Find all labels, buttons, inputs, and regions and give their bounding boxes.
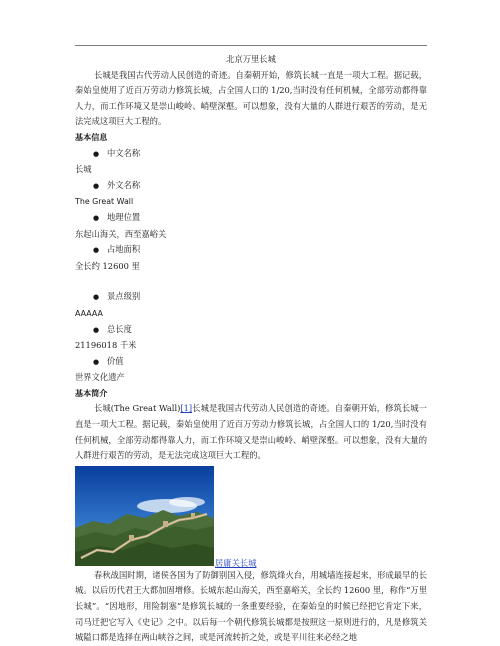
bullet-icon: ● [93, 181, 100, 190]
info-label: ● 景点级别 [75, 289, 427, 306]
summary-paragraph [75, 401, 427, 463]
info-label: ● 占地面积 [75, 242, 427, 259]
info-label: ● 总长度 [75, 322, 427, 339]
info-label: ● 价值 [75, 354, 427, 371]
info-value: The Great Wall [75, 197, 134, 207]
info-label: ● 地理位置 [75, 210, 427, 227]
summary-text: 长城是我国古代劳动人民创造的奇迹。自秦朝开始，修筑长城一直是一项大工程。据记载，秦始皇使用了近百万劳动力修筑长城，占全国人口的 1/20,当时没有任何机械，全部劳动都得靠人力，而工作环境又是崇山峻岭、峭壁深壑。可以想象，没有大量的人群进行艰苦的劳动，是无法完成这项巨大工程的。 [75, 403, 427, 461]
photo-caption-link[interactable]: 居庸关长城 [215, 557, 257, 568]
bullet-icon: ● [93, 293, 100, 302]
info-value: 世界文化遗产 [75, 372, 125, 383]
info-value: 全长约 12600 里 [75, 260, 140, 271]
photo-block [75, 466, 427, 568]
reference-link[interactable]: [1] [180, 403, 193, 414]
great-wall-photo [75, 466, 214, 566]
bullet-icon: ● [93, 325, 100, 334]
info-value: 东起山海关，西至嘉峪关 [75, 228, 167, 239]
history-paragraph: 春秋战国时期，诸侯各国为了防御别国入侵，修筑烽火台，用城墙连接起来，形成最早的长城。以后历代君王大都加固增修。长城东起山海关，西至嘉峪关，全长约 12600 里，称作“万里长城”。“因地形，用险制塞”是修筑长城的一条重要经验，在秦始皇的时候已经把它肯定下来，司马迁把它写入《史记》之中。以后每一个朝代修筑长城都是按照这一原则进行的，凡是修筑关城隘口都是选择在两山峡谷之间，或是河流转折之处，或是平川往来必经之地 [75, 569, 427, 643]
document-page [75, 50, 427, 646]
bullet-icon: ● [93, 149, 100, 158]
summary-heading: 基本简介 [75, 387, 108, 398]
bullet-icon: ● [93, 213, 100, 222]
info-value: AAAAA [75, 308, 103, 318]
header-rule [75, 45, 427, 46]
info-label: ● 中文名称 [75, 146, 427, 163]
info-value: 21196018 千米 [75, 340, 137, 351]
info-label: ● 外文名称 [75, 178, 427, 195]
info-value: 长城 [75, 164, 92, 175]
bullet-icon: ● [93, 357, 100, 366]
intro-paragraph: 长城是我国古代劳动人民创造的奇迹。自秦朝开始，修筑长城一直是一项大工程。据记载，秦始皇使用了近百万劳动力修筑长城，占全国人口的 1/20,当时没有任何机械，全部劳动都得靠人力，而工作环境又是崇山峻岭、峭壁深壑。可以想象，没有大量的人群进行艰苦的劳动，是无法完成这项巨大工程的。 [75, 69, 427, 127]
bullet-icon: ● [93, 246, 100, 255]
basic-info-heading: 基本信息 [75, 131, 108, 142]
page-title: 北京万里长城 [226, 54, 276, 64]
summary-prefix: 长城(The Great Wall) [94, 403, 181, 414]
